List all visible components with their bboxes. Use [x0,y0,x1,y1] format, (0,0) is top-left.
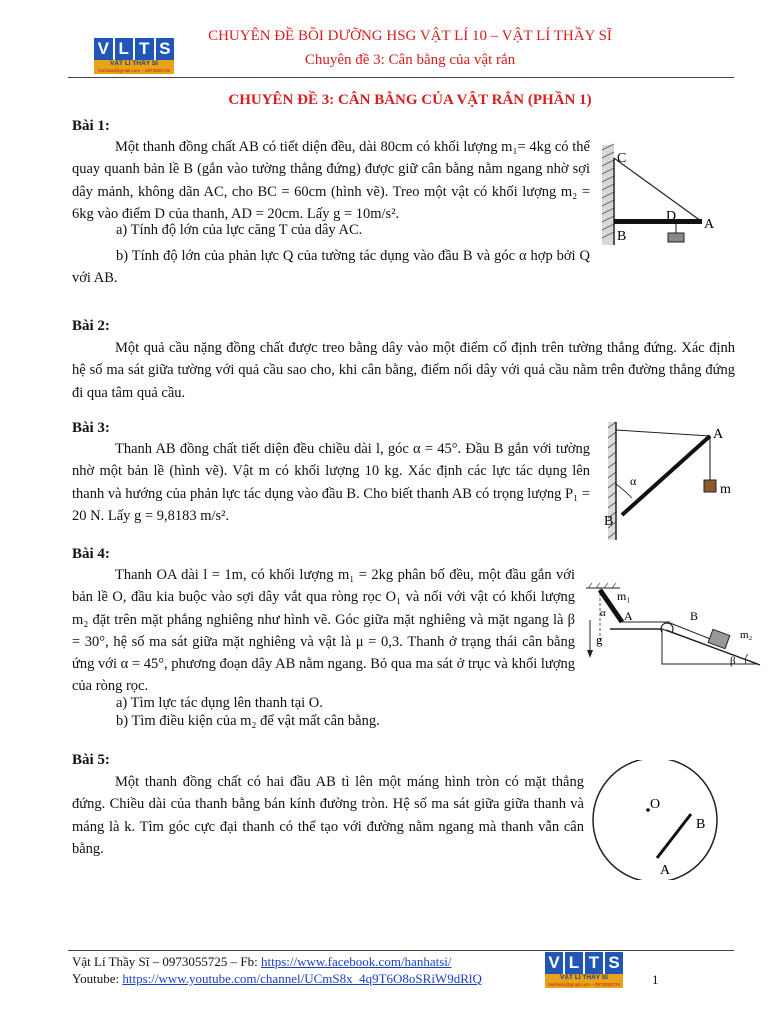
bai5-label-b: B [696,817,706,832]
header-divider [68,77,734,78]
footer-youtube-prefix: Youtube: [72,971,123,986]
bai2-label: Bài 2: [72,318,110,334]
bai3-label: Bài 3: [72,420,110,436]
bai3-figure [598,418,738,543]
header-subtitle: Chuyên đề 3: Cân bằng của vật rắn [304,52,516,68]
bai1-label-c: C [617,151,627,166]
header-logo: V L T S VẬT LÍ THẦY SĨ hanhatsi@gmail.com – 0973055725 [94,38,174,74]
bai1-question-b: b) Tính độ lớn của phản lực Q của tường tác dụng vào đầu B và góc α hợp bởi Q với AB. [72,248,590,287]
bai4-label-a: A [624,609,633,623]
bai4-question-a: a) Tìm lực tác dụng lên thanh tại O. [116,695,323,711]
page-title: CHUYÊN ĐỀ 3: CÂN BẰNG CỦA VẬT RẮN (PHẦN 1) [228,92,592,108]
bai5-label: Bài 5: [72,752,110,768]
bai3-label-a: A [713,427,724,442]
bai1-label-d: D [666,209,677,224]
bai5-text: Một thanh đồng chất có hai đầu AB tì lên một máng hình tròn có mặt thẳng đứng. Chiều dài của thanh bằng bán kính đường tròn. Hệ số ma sát giữa giữa thanh và máng là k. Tìm góc cực đại thanh có thể tạo với đường nằm ngang mà thanh vẫn cân bằng. [72,774,584,857]
bai4-question-b: b) Tìm điều kiện của m₂ để vật mất cân bằng. [116,713,380,729]
bai4-label-alpha: α [600,607,606,619]
bai1-figure [596,140,726,255]
bai1-label-a: A [704,217,715,232]
bai4-figure [582,580,768,672]
bai1-label: Bài 1: [72,118,110,134]
bai3-label-b: B [604,514,614,529]
bai4-label-g: g [596,632,603,647]
bai3-label-alpha: α [630,474,637,488]
bai2-text: Một quả cầu nặng đồng chất được treo bằng dây vào một điểm cố định trên tường thẳng đứng. Xác định hệ số ma sát giữa tường với quả cầu sao cho, khi cân bằng, điểm nối dây với quả cầu nằm trên đường thẳng đứng đi qua tâm quả cầu. [72,340,735,401]
bai1-text: Một thanh đồng chất AB có tiết diện đều, dài 80cm có khối lượng m₁= 4kg có thể quay quanh bản lề B (gắn vào tường thẳng đứng) được giữ cân bằng nằm ngang nhờ sợi dây mảnh, không dãn AC, cho BC = 60cm (hình vẽ). Treo một vật có khối lượng m₂ = 6kg vào điểm D của thanh, AD = 20cm. Lấy g = 10m/s². [72,139,590,222]
facebook-link[interactable]: https://www.facebook.com/hanhatsi/ [260,954,452,969]
bai1-label-b: B [617,229,627,244]
page-number: 1 [652,972,659,987]
bai4-label-beta: β [730,655,736,667]
youtube-link[interactable]: https://www.youtube.com/channel/UCmS8x_4q9T6O8oSRiW9dRlQ [122,971,482,986]
bai4-text: Thanh OA dài l = 1m, có khối lượng m₁ = 2kg phân bố đều, một đầu gắn với bản lề O, đầu kia buộc vào sợi dây vắt qua ròng rọc O₁ và nối với vật có khối lượng m₂ đặt trên mặt phẳng nghiêng như hình vẽ. Góc giữa mặt nghiêng và mặt ngang là β = 30°, hệ số ma sát giữa mặt nghiêng và vật là μ = 0,3. Thanh ở trạng thái cân bằng ứng với α = 45°, phương đoạn dây AB nằm ngang. Bỏ qua ma sát ở trục và khối lượng của ròng rọc. [72,567,575,695]
bai4-label: Bài 4: [72,546,110,562]
bai5-label-a: A [660,863,671,878]
footer-logo: V L T S VẬT LÍ THẦY SĨ hanhatsi@gmail.com – 0973055725 [545,952,623,988]
footer-line2 [72,971,482,987]
header-title: CHUYÊN ĐỀ BỒI DƯỠNG HSG VẬT LÍ 10 – VẬT LÍ THẦY SĨ [208,28,612,44]
footer-divider [68,950,734,951]
bai3-label-m: m [720,482,731,497]
footer-line1 [72,954,452,970]
footer-contact: Vật Lí Thầy Sĩ – 0973055725 – Fb: [72,954,261,969]
bai4-label-b: B [690,609,699,623]
bai5-label-o: O [650,797,661,812]
bai1-question-a: a) Tính độ lớn của lực căng T của dây AC. [116,222,363,238]
bai4-label-m1: m₁ [617,589,631,603]
bai3-text: Thanh AB đồng chất tiết diện đều chiều dài l, góc α = 45°. Đầu B gắn với tường nhờ một bản lề (hình vẽ). Vật m có khối lượng 10 kg. Xác định các lực tác dụng lên thanh và hướng của phản lực tác dụng vào đầu B. Cho biết thanh AB có trọng lượng P₁ = 20 N. Lấy g = 9,8183 m/s². [72,441,590,524]
bai5-figure [590,760,740,880]
bai4-label-m2: m₂ [740,629,753,641]
